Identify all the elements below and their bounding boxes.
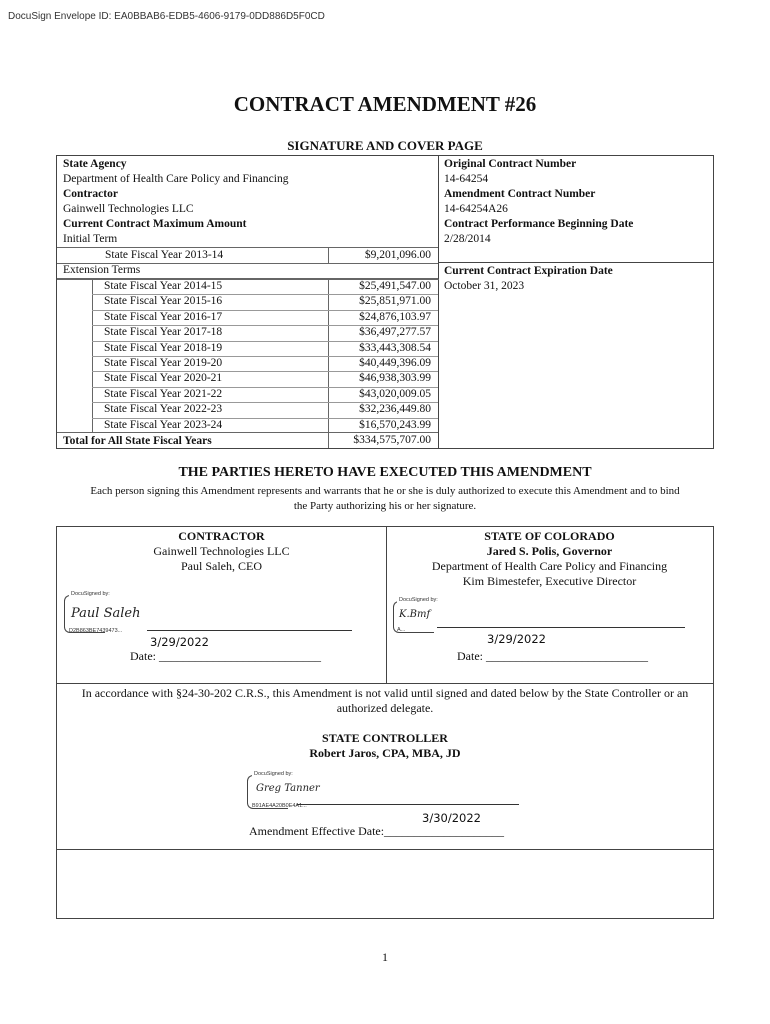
state-date-label: Date: ___________________________ [457,649,648,663]
contractor-signature[interactable]: Paul Saleh [71,606,141,621]
contractor-signature-id: D2B863BE7439473... [69,628,123,634]
executed-heading: THE PARTIES HERETO HAVE EXECUTED THIS AMENDMENT [178,465,592,480]
document-title: CONTRACT AMENDMENT #26 [233,92,537,116]
initial-term-amount: $9,201,096.00 [364,249,431,261]
contractor-date-label: Date: ___________________________ [130,649,321,663]
amendment-contract-label: Amendment Contract Number [444,188,596,200]
extension-fy-amount: $43,020,009.05 [359,387,431,400]
amendment-contract-value: 14-64254A26 [444,203,508,215]
original-contract-value: 14-64254 [444,173,489,185]
max-amount-label: Current Contract Maximum Amount [63,218,247,230]
extension-fy-label: State Fiscal Year 2019-20 [104,357,223,369]
controller-date-value: 3/30/2022 [422,811,481,825]
state-signature-id: A... [397,627,406,633]
extension-row-line [92,402,438,403]
state-department: Department of Health Care Policy and Financing [431,559,668,573]
signature-table [56,526,714,919]
extension-fy-amount: $25,851,971.00 [359,295,431,308]
extension-row-line [92,387,438,388]
cover-column-divider [438,156,439,448]
contractor-signature-line [147,630,352,631]
original-contract-label: Original Contract Number [444,158,577,170]
envelope-id: DocuSign Envelope ID: EA0BBAB6-EDB5-4606-9179-0DD886D5F0CD [8,11,325,22]
state-signature[interactable]: K.Bmf [399,609,431,620]
extension-terms-label: Extension Terms [63,264,141,276]
extension-fy-label: State Fiscal Year 2023-24 [104,418,223,431]
controller-notice: In accordance with §24-30-202 C.R.S., this Amendment is not valid until signed and dated below by the State Controller or an authorized delegate. [81,686,689,715]
extension-row-line [92,310,438,311]
initial-term-fy: State Fiscal Year 2013-14 [105,249,224,261]
extension-fy-amount: $32,236,449.80 [359,403,431,416]
contractor-docusign-label: DocuSigned by: [71,591,110,597]
state-agency-value: Department of Health Care Policy and Financing [63,173,289,185]
cover-right-divider [438,262,714,263]
extension-fy-amount: $36,497,277.57 [359,326,431,339]
controller-signature-id: B91AE4A20B0E4A1... [252,803,307,809]
extension-fy-amount: $40,449,396.09 [359,357,431,369]
executed-statement: Each person signing this Amendment represents and warrants that he or she is duly authorized to execute this Amendment and to bind the Party authorizing his or her signature. [90,485,680,512]
page-number: 1 [382,950,388,964]
extension-row-line [92,341,438,342]
extension-fy-label: State Fiscal Year 2022-23 [104,403,223,416]
contractor-company: Gainwell Technologies LLC [153,544,290,558]
state-director: Kim Bimestefer, Executive Director [462,574,637,588]
extension-fy-amount: $24,876,103.97 [359,310,431,323]
state-governor: Jared S. Polis, Governor [486,544,613,558]
contractor-label: Contractor [63,188,118,200]
extension-fy-amount: $16,570,243.99 [359,418,431,431]
performance-date-value: 2/28/2014 [444,233,491,245]
state-docusign-label: DocuSigned by: [399,597,438,603]
expiration-value: October 31, 2023 [444,280,525,292]
state-heading: STATE OF COLORADO [484,529,615,543]
extension-row-line [92,371,438,372]
controller-signature[interactable]: Greg Tanner [256,783,320,794]
controller-effective-label: Amendment Effective Date:____________________ [249,824,505,838]
state-agency-label: State Agency [63,158,127,170]
extension-row-line [92,294,438,295]
extension-row-line [92,356,438,357]
contractor-heading: CONTRACTOR [178,529,265,543]
initial-term-label: Initial Term [63,233,118,245]
contractor-value: Gainwell Technologies LLC [63,203,194,215]
extension-fy-amount: $46,938,303.99 [359,372,431,385]
controller-row-divider [57,849,713,850]
contractor-signer: Paul Saleh, CEO [181,559,262,573]
extension-fy-amount: $25,491,547.00 [359,280,431,292]
extension-fy-label: State Fiscal Year 2017-18 [104,326,223,339]
extension-row-line [92,325,438,326]
extension-fy-label: State Fiscal Year 2015-16 [104,295,223,308]
extension-indent-divider [92,278,93,432]
controller-signature-line [297,804,519,805]
extension-fy-label: State Fiscal Year 2014-15 [104,280,223,292]
extension-fy-amount: $33,443,308.54 [359,341,431,354]
total-amount: $334,575,707.00 [353,434,431,446]
expiration-label: Current Contract Expiration Date [444,265,613,277]
extension-fy-label: State Fiscal Year 2016-17 [104,310,223,323]
extension-fy-label: State Fiscal Year 2020-21 [104,372,223,385]
cover-table [56,155,714,449]
state-date-value: 3/29/2022 [487,632,546,646]
contractor-date-value: 3/29/2022 [150,635,209,649]
extension-row-line [92,418,438,419]
controller-heading: STATE CONTROLLER [322,731,448,745]
total-label: Total for All State Fiscal Years [63,435,212,447]
controller-name: Robert Jaros, CPA, MBA, JD [309,746,461,760]
signature-row-divider [57,683,713,684]
performance-date-label: Contract Performance Beginning Date [444,218,634,230]
state-signature-line [437,627,685,628]
extension-fy-label: State Fiscal Year 2018-19 [104,341,223,354]
document-subtitle: SIGNATURE AND COVER PAGE [287,138,483,153]
controller-docusign-label: DocuSigned by: [254,771,293,777]
extension-fy-label: State Fiscal Year 2021-22 [104,387,223,400]
